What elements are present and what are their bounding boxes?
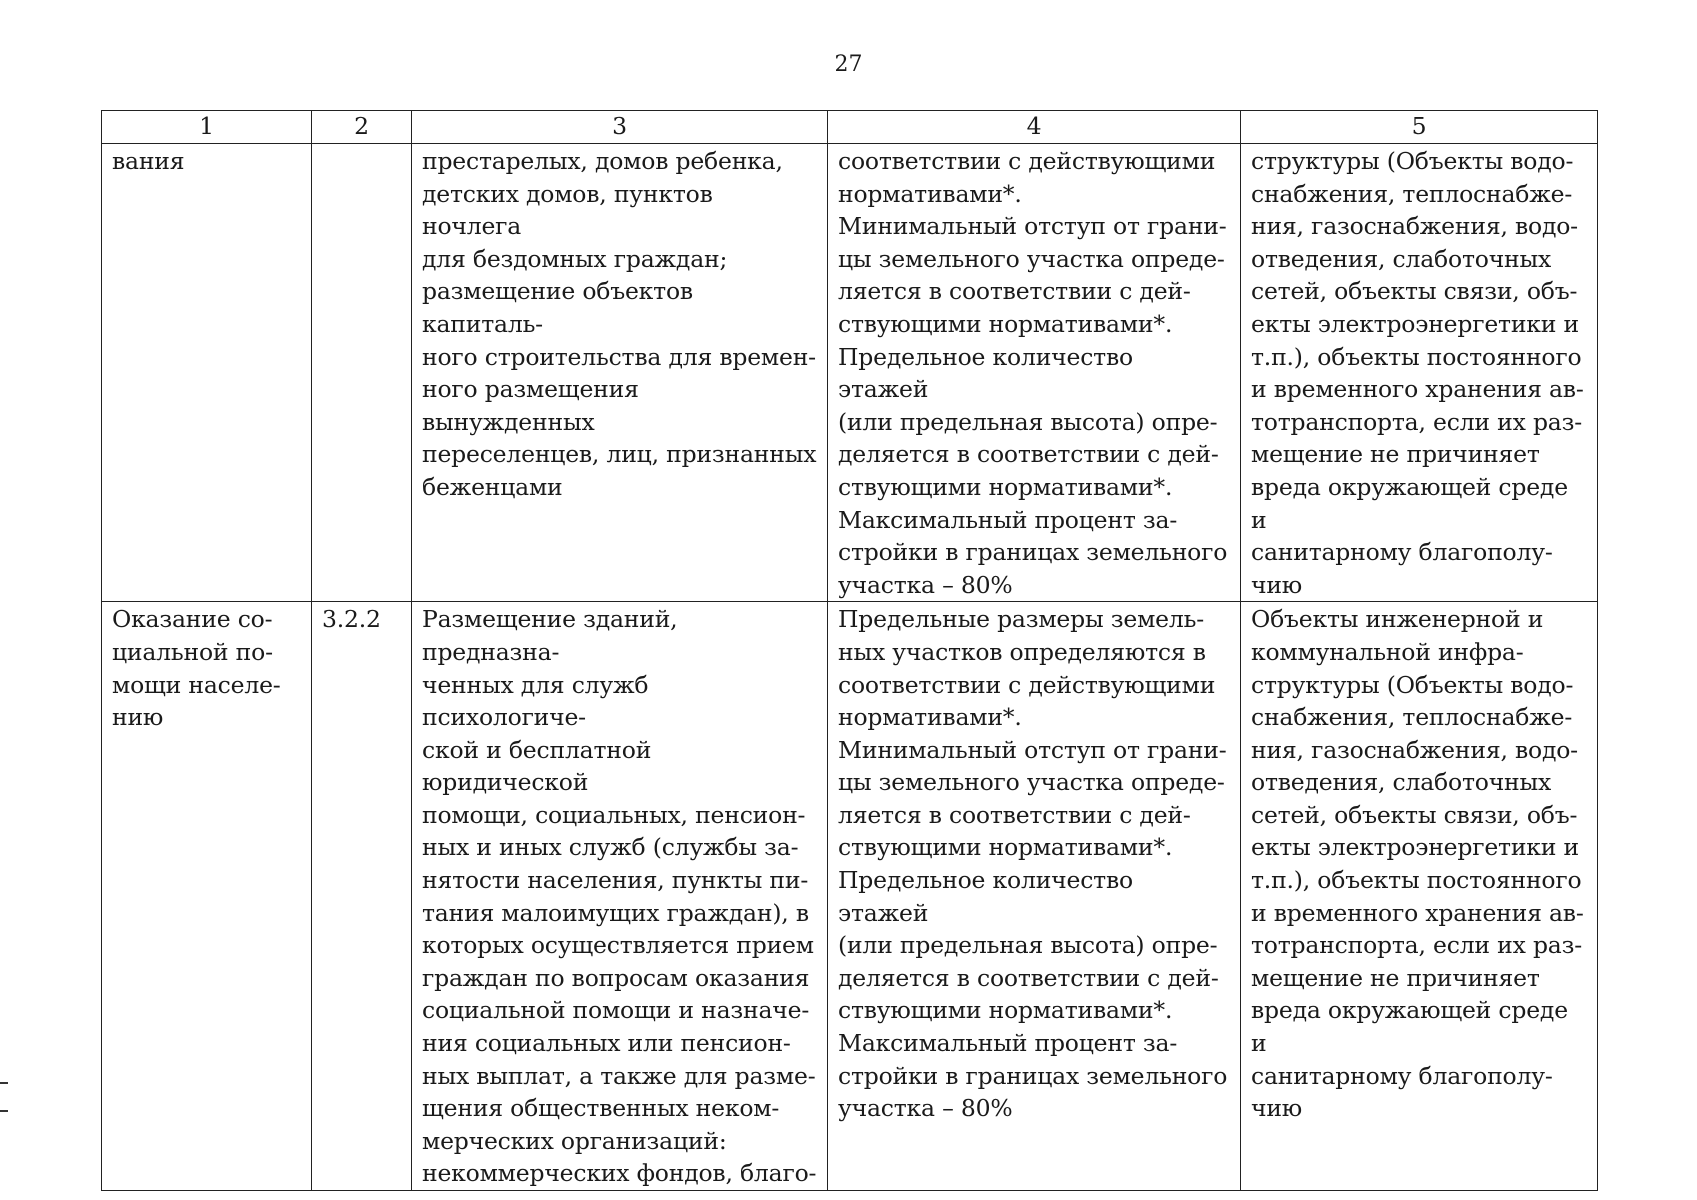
column-header-3: 3 [412, 111, 828, 144]
page-number: 27 [834, 52, 863, 77]
cell-parameters: Предельные размеры земель- ных участков определяются в соответствии с действующими нормативами*. Минимальный отступ от грани- цы земельного участка опреде- ляется в соответствии с дей- ствующими нормативами*. Предельное количество этажей (или предельная высота) опре- деляется в соответствии с дей- ствующими нормативами*. Максимальный процент за- стройки в границах земельного участка – 80% [828, 602, 1241, 1191]
column-header-1: 1 [102, 111, 312, 144]
cell-use-type: вания [102, 144, 312, 602]
column-header-4: 4 [828, 111, 1241, 144]
margin-mark [0, 1110, 8, 1112]
cell-auxiliary-uses: Объекты инженерной и коммунальной инфра- структуры (Объекты водо- снабжения, теплоснабже- ния, газоснабжения, водо- отведения, слаботочных сетей, объекты связи, объ- екты электроэнергетики и т.п.), объекты постоянного и временного хранения ав- тотранспорта, если их раз- мещение не причиняет вреда окружающей среде и санитарному благополу- чию [1241, 602, 1598, 1191]
cell-code: 3.2.2 [312, 602, 412, 1191]
regulations-table [101, 110, 1598, 1191]
cell-parameters: соответствии с действующими нормативами*. Минимальный отступ от грани- цы земельного участка опреде- ляется в соответствии с дей- ствующими нормативами*. Предельное количество этажей (или предельная высота) опре- деляется в соответствии с дей- ствующими нормативами*. Максимальный процент за- стройки в границах земельного участка – 80% [828, 144, 1241, 602]
cell-description: престарелых, домов ребенка, детских домов, пунктов ночлега для бездомных граждан; размещение объектов капиталь- ного строительства для времен- ного размещения вынужденных переселенцев, лиц, признанных беженцами [412, 144, 828, 602]
table-header-row [102, 111, 1598, 144]
column-header-5: 5 [1241, 111, 1598, 144]
cell-auxiliary-uses: структуры (Объекты водо- снабжения, теплоснабже- ния, газоснабжения, водо- отведения, слаботочных сетей, объекты связи, объ- екты электроэнергетики и т.п.), объекты постоянного и временного хранения ав- тотранспорта, если их раз- мещение не причиняет вреда окружающей среде и санитарному благополу- чию [1241, 144, 1598, 602]
cell-use-type: Оказание со- циальной по- мощи населе- нию [102, 602, 312, 1191]
margin-mark [0, 1082, 8, 1084]
table-row [102, 144, 1598, 602]
table-row [102, 602, 1598, 1191]
cell-code [312, 144, 412, 602]
column-header-2: 2 [312, 111, 412, 144]
cell-description: Размещение зданий, предназна- ченных для служб психологиче- ской и бесплатной юридической помощи, социальных, пенсион- ных и иных служб (службы за- нятости населения, пункты пи- тания малоимущих граждан), в которых осуществляется прием граждан по вопросам оказания социальной помощи и назначе- ния социальных или пенсион- ных выплат, а также для разме- щения общественных неком- мерческих организаций: некоммерческих фондов, благо- [412, 602, 828, 1191]
